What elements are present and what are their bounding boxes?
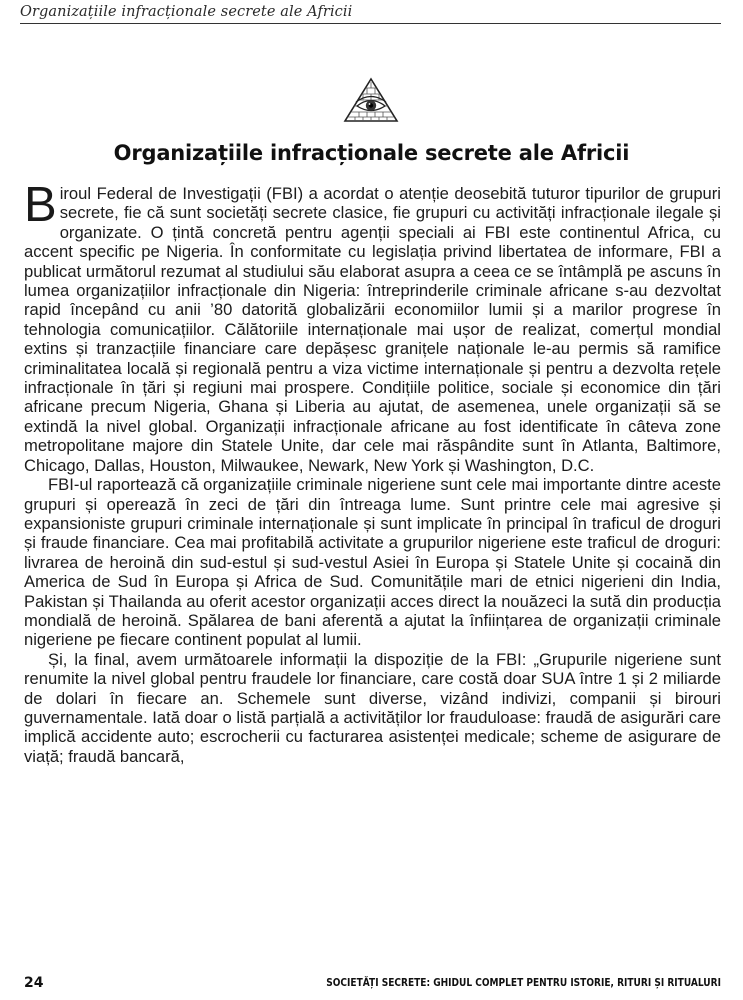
chapter-title: Organizațiile infracționale secrete ale Africii	[113, 141, 630, 165]
page-footer	[24, 974, 721, 994]
paragraph-3: Și, la final, avem următoarele informații la dispoziție de la FBI: „Grupurile nigeriene sunt renumite la nivel global pentru fraudele lor financiare, care costă doar SUA între 1 și 2 miliarde de dolari în fiecare an. Schemele sunt diverse, vizând indivizi, companii și birouri guvernamentale. Iată doar o listă parțială a activităților lor frauduloase: fraudă de asigurări care implică accidente auto; escrocherii cu facturarea asistenței medicale; scheme de asigurare de viață; fraudă bancară,	[24, 649, 721, 766]
paragraph-2: FBI-ul raportează că organizațiile criminale nigeriene sunt cele mai importante dintre aceste grupuri și operează în zeci de țări din întreaga lume. Sunt printre cele mai agresive și expansioniste grupuri criminale internaționale și sunt implicate în principal în traficul de droguri și fraude financiare. Cea mai profitabilă activitate a grupurilor nigeriene este traficul de droguri: livrarea de heroină din sud-estul și sud-vestul Asiei în Europa și Statele Unite și cocaină din America de Sud în Europa și Africa de Sud. Comunitățile mari de etnici nigerieni din India, Pakistan și Thailanda au oferit acestor organizații acces direct la nouăzeci la sută din producția mondială de heroină. Spălarea de bani aferentă a ajutat la înființarea de organizații criminale nigeriene pe fiecare continent populat al lumii.	[24, 475, 721, 650]
eye-of-providence-pyramid-icon	[340, 76, 402, 126]
paragraph-1-text: iroul Federal de Investigații (FBI) a acordat o atenție deosebită tuturor tipurilor de grupuri secrete, fie că sunt societăți secrete clasice, fie grupuri cu activități infracționale ilegale și organizate. O țintă concretă pentru agenții speciali ai FBI este continentul Africa, cu accent specific pe Nigeria. În conformitate cu legislația privind libertatea de informare, FBI a publicat următorul rezumat al studiului său elaborat asupra a ceea ce se întâmplă pe ascuns în lumea organizațiilor infracționale din Nigeria: întreprinderile criminale africane s-au dezvoltat rapid începând cu anii ’80 datorită globalizării economiilor lumii și a marilor progrese în tehnologia comunicațiilor. Călătoriile internaționale mai ușor de realizat, comerțul mondial extins și tranzacțiile financiare care depășesc granițele naționale le-au permis să ramifice criminalitatea locală și regională pentru a viza victime internaționale și pentru a dezvolta rețele infracționale în țări și regiuni mai prospere. Condițiile politice, sociale și economice din țări africane precum Nigeria, Ghana și Liberia au ajutat, de asemenea, unele organizații să se extindă la nivel global. Organizații infracționale africane au fost identificate în câteva zone metropolitane majore din Statele Unite, dar cele mai răspândite sunt în Atlanta, Baltimore, Chicago, Dallas, Houston, Milwaukee, Newark, New York și Washington, D.C.	[24, 184, 721, 475]
book-title: SOCIETĂȚI SECRETE: GHIDUL COMPLET PENTRU ISTORIE, RITURI ȘI RITUALURI	[326, 977, 721, 989]
drop-cap: B	[24, 178, 57, 232]
body-text	[24, 178, 721, 766]
page-number: 24	[24, 975, 44, 991]
running-head: Organizațiile infracționale secrete ale Africii	[20, 2, 721, 24]
paragraph-1	[24, 178, 721, 475]
